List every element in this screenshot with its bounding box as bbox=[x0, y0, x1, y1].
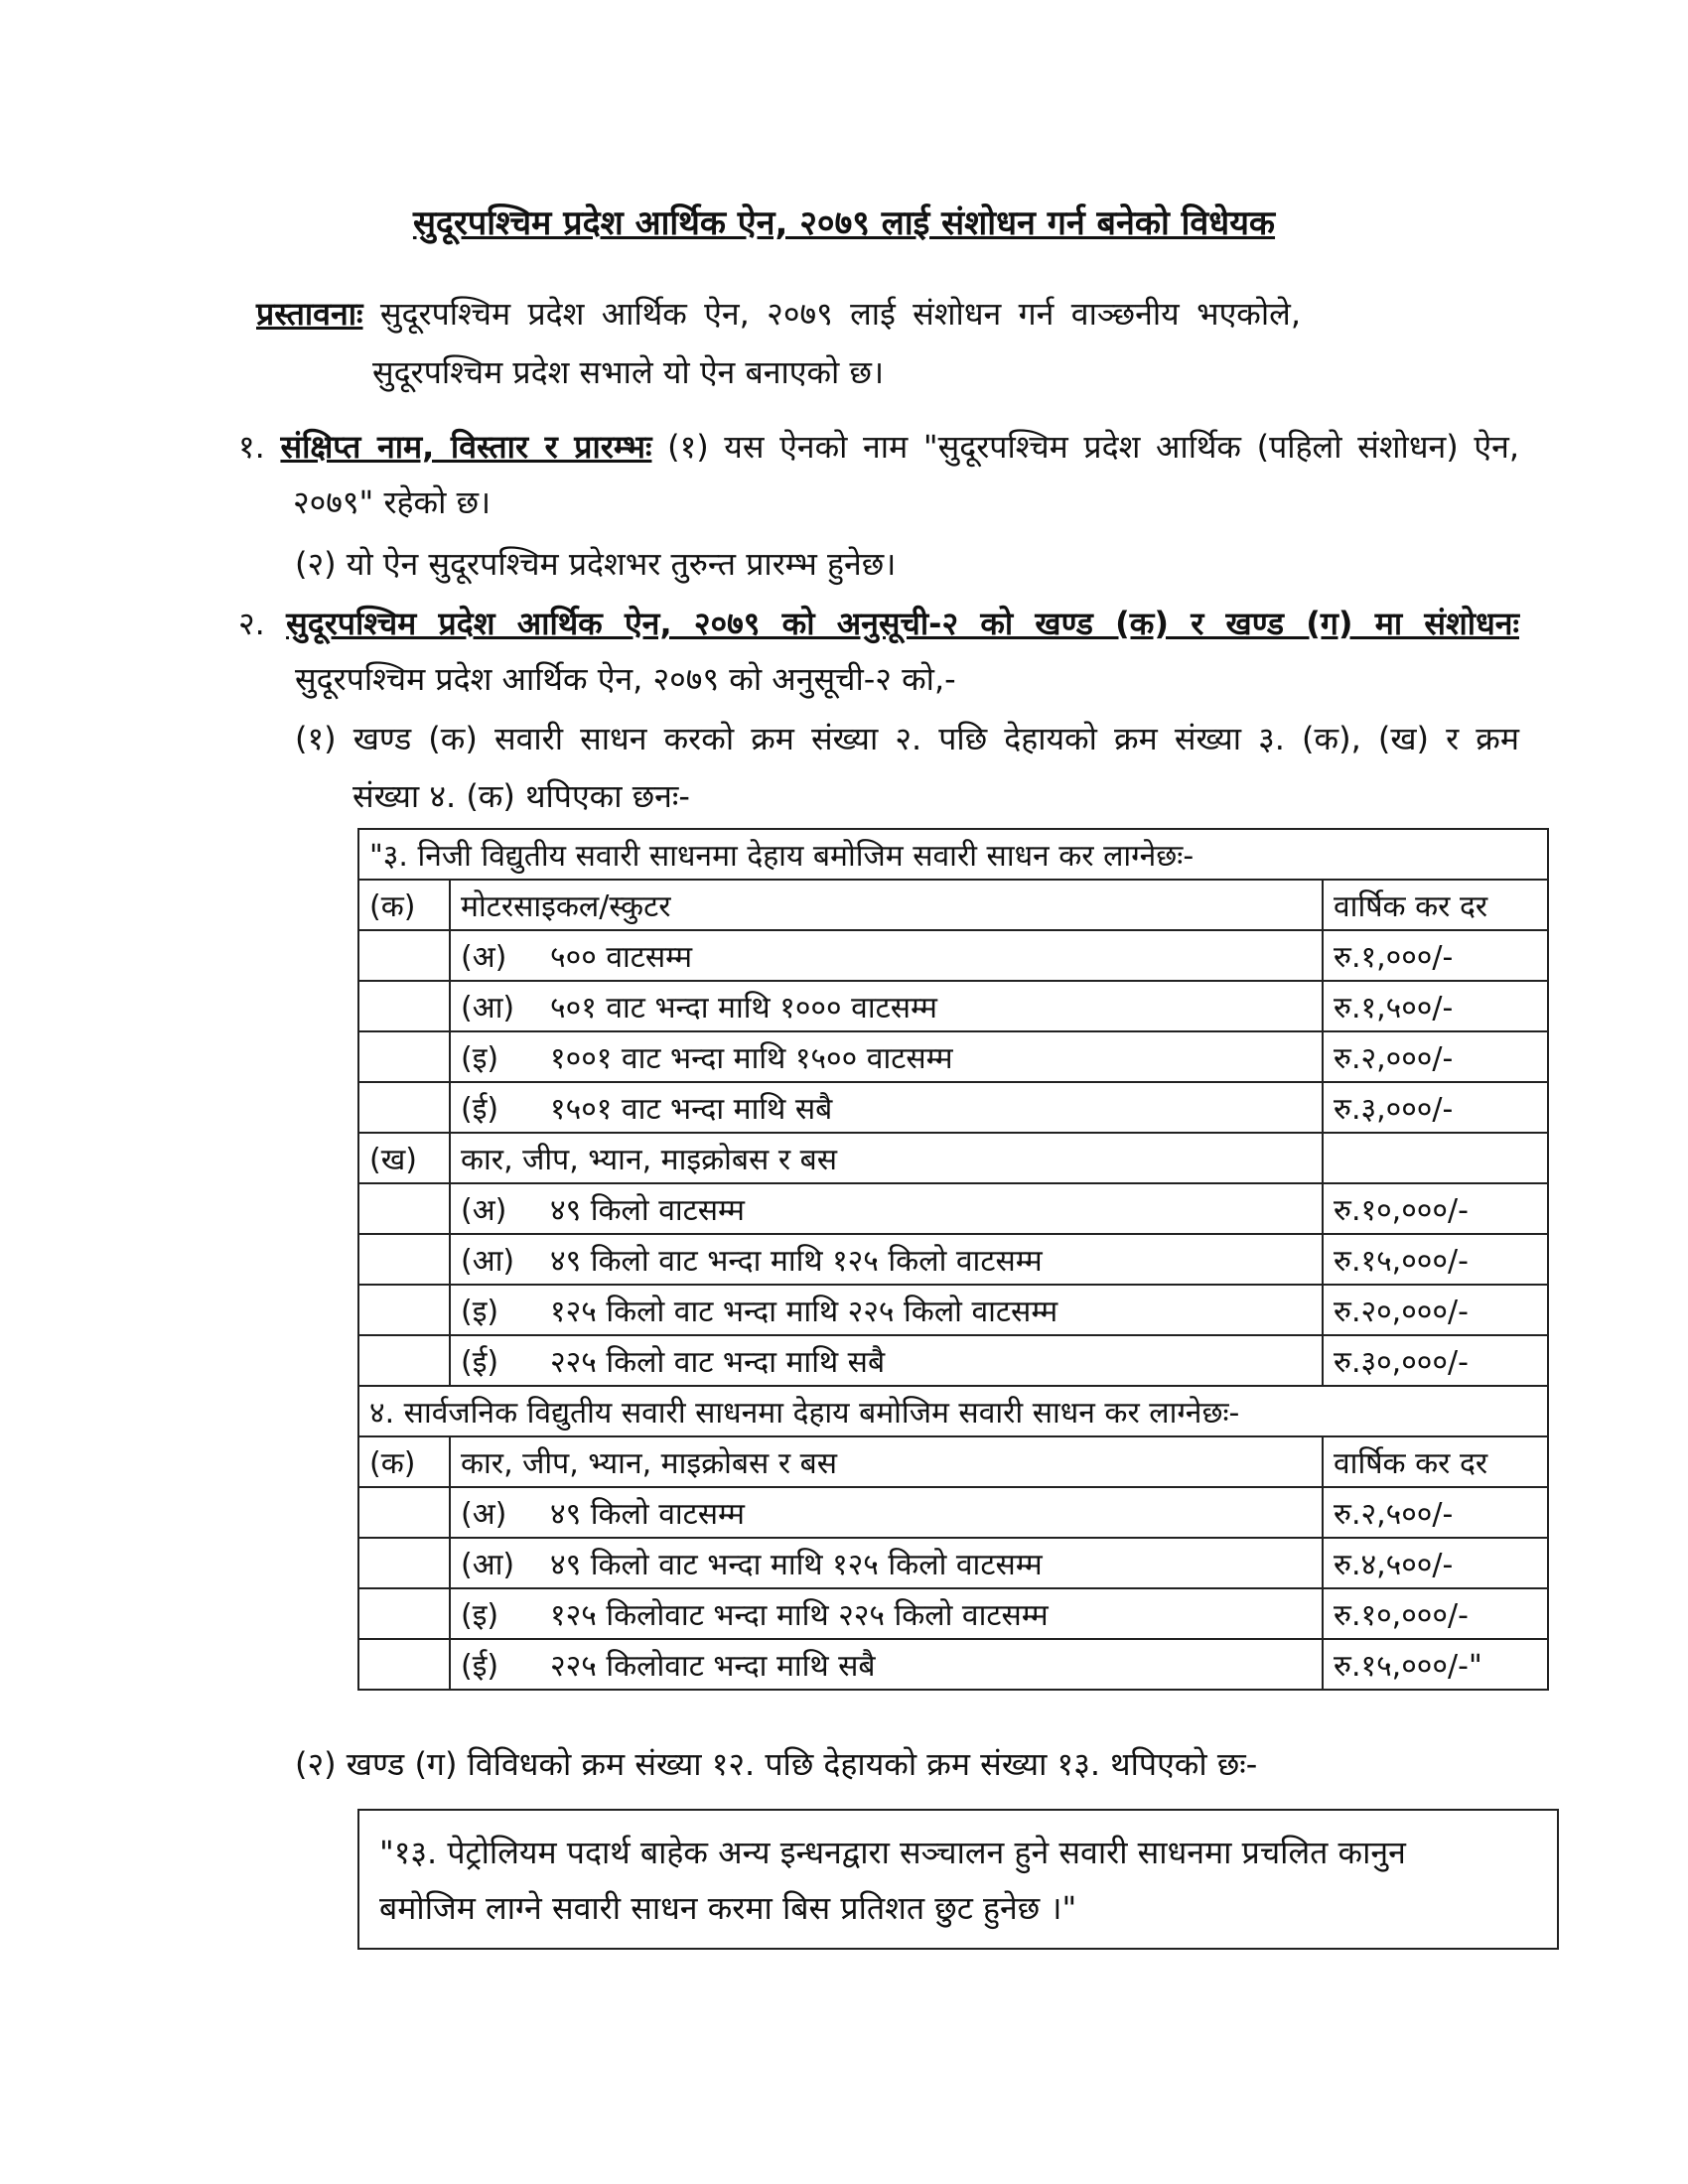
heading-public-ev: ४. सार्वजनिक विद्युतीय सवारी साधनमा देहाय बमोजिम सवारी साधन कर लाग्नेछः- bbox=[358, 1386, 1548, 1436]
row-rate: रु.२०,०००/- bbox=[1323, 1285, 1548, 1335]
vehicle-tax-rate-table bbox=[357, 828, 1549, 1691]
table-row bbox=[358, 1285, 1548, 1335]
table-row bbox=[358, 1234, 1548, 1285]
bill-title: सुदूरपश्चिम प्रदेश आर्थिक ऐन, २०७९ लाई संशोधन गर्न बनेको विधेयक bbox=[412, 204, 1276, 243]
row-description: (ई) २२५ किलोवाट भन्दा माथि सबै bbox=[450, 1639, 1323, 1690]
row-rate: रु.१०,०००/- bbox=[1323, 1588, 1548, 1639]
group-label: कार, जीप, भ्यान, माइक्रोबस र बस bbox=[450, 1436, 1323, 1487]
table-group-row bbox=[358, 1133, 1548, 1183]
table-group-row bbox=[358, 880, 1548, 930]
row-description: (आ) ५०१ वाट भन्दा माथि १००० वाटसम्म bbox=[450, 981, 1323, 1031]
row-rate: रु.१०,०००/- bbox=[1323, 1183, 1548, 1234]
clause-1-line-1: (१) खण्ड (क) सवारी साधन करको क्रम संख्या २. पछि देहायको क्रम संख्या ३. (क), (ख) र क्रम bbox=[295, 720, 1519, 757]
row-description: (अ) ४९ किलो वाटसम्म bbox=[450, 1487, 1323, 1538]
row-rate: रु.४,५००/- bbox=[1323, 1538, 1548, 1588]
row-rate: रु.२,०००/- bbox=[1323, 1031, 1548, 1082]
preamble-label: प्रस्तावनाः bbox=[256, 295, 363, 333]
table-heading-row bbox=[358, 829, 1548, 880]
group-code: (क) bbox=[358, 880, 450, 930]
heading-private-ev: "३. निजी विद्युतीय सवारी साधनमा देहाय बमोजिम सवारी साधन कर लाग्नेछः- bbox=[358, 829, 1548, 880]
table-row bbox=[358, 1639, 1548, 1690]
group-label: मोटरसाइकल/स्कुटर bbox=[450, 880, 1323, 930]
row-rate: रु.३,०००/- bbox=[1323, 1082, 1548, 1133]
section-2-heading: सुदूरपश्चिम प्रदेश आर्थिक ऐन, २०७९ को अनुसूची-२ को खण्ड (क) र खण्ड (ग) मा संशोधनः bbox=[286, 605, 1519, 642]
table-heading-row bbox=[358, 1386, 1548, 1436]
group-code: (ख) bbox=[358, 1133, 450, 1183]
table-row bbox=[358, 1335, 1548, 1386]
row-description: (अ) ५०० वाटसम्म bbox=[450, 930, 1323, 981]
amendment-box bbox=[357, 1809, 1559, 1950]
row-description: (ई) २२५ किलो वाट भन्दा माथि सबै bbox=[450, 1335, 1323, 1386]
section-1-heading: संक्षिप्त नाम, विस्तार र प्रारम्भः bbox=[280, 428, 652, 466]
section-1-line-2: २०७९" रहेको छ। bbox=[293, 483, 492, 521]
table-row bbox=[358, 981, 1548, 1031]
row-description: (ई) १५०१ वाट भन्दा माथि सबै bbox=[450, 1082, 1323, 1133]
rate-header: वार्षिक कर दर bbox=[1323, 880, 1548, 930]
table-row bbox=[358, 1183, 1548, 1234]
row-description: (आ) ४९ किलो वाट भन्दा माथि १२५ किलो वाटसम्म bbox=[450, 1538, 1323, 1588]
section-1-line-3: (२) यो ऐन सुदूरपश्चिम प्रदेशभर तुरुन्त प्रारम्भ हुनेछ। bbox=[295, 545, 897, 583]
section-2-number: २. bbox=[238, 605, 265, 642]
table-row bbox=[358, 1031, 1548, 1082]
section-2-line-2: सुदूरपश्चिम प्रदेश आर्थिक ऐन, २०७९ को अनुसूची-२ को,- bbox=[295, 660, 956, 698]
group-label: कार, जीप, भ्यान, माइक्रोबस र बस bbox=[450, 1133, 1323, 1183]
section-2-line-1 bbox=[238, 602, 1519, 645]
table-row bbox=[358, 1538, 1548, 1588]
row-description: (इ) १००१ वाट भन्दा माथि १५०० वाटसम्म bbox=[450, 1031, 1323, 1082]
table-row bbox=[358, 1588, 1548, 1639]
row-rate: रु.१,५००/- bbox=[1323, 981, 1548, 1031]
table-row bbox=[358, 1082, 1548, 1133]
preamble-line-2: सुदूरपश्चिम प्रदेश सभाले यो ऐन बनाएको छ। bbox=[372, 353, 885, 391]
row-description: (आ) ४९ किलो वाट भन्दा माथि १२५ किलो वाटसम्म bbox=[450, 1234, 1323, 1285]
group-code: (क) bbox=[358, 1436, 450, 1487]
row-rate: रु.३०,०००/- bbox=[1323, 1335, 1548, 1386]
section-1-number: १. bbox=[238, 428, 265, 466]
row-rate: रु.२,५००/- bbox=[1323, 1487, 1548, 1538]
rate-header: वार्षिक कर दर bbox=[1323, 1436, 1548, 1487]
section-1-text-1: (१) यस ऐनको नाम "सुदूरपश्चिम प्रदेश आर्थिक (पहिलो संशोधन) ऐन, bbox=[667, 428, 1520, 466]
clause-2-line: (२) खण्ड (ग) विविधको क्रम संख्या १२. पछि देहायको क्रम संख्या १३. थपिएको छः- bbox=[295, 1745, 1258, 1783]
preamble-text-1: सुदूरपश्चिम प्रदेश आर्थिक ऐन, २०७९ लाई संशोधन गर्न वाञ्छनीय भएकोले, bbox=[379, 295, 1302, 333]
preamble-line-1 bbox=[256, 292, 1301, 336]
table-group-row bbox=[358, 1436, 1548, 1487]
box-line-2: बमोजिम लाग्ने सवारी साधन करमा बिस प्रतिशत छुट हुनेछ ।" bbox=[379, 1889, 1077, 1927]
row-rate: रु.१,०००/- bbox=[1323, 930, 1548, 981]
clause-1-line-2: संख्या ४. (क) थपिएका छनः- bbox=[352, 777, 690, 815]
section-1-line-1 bbox=[238, 425, 1519, 469]
table-row bbox=[358, 1487, 1548, 1538]
row-description: (इ) १२५ किलो वाट भन्दा माथि २२५ किलो वाटसम्म bbox=[450, 1285, 1323, 1335]
row-rate: रु.१५,०००/- bbox=[1323, 1234, 1548, 1285]
box-line-1: "१३. पेट्रोलियम पदार्थ बाहेक अन्य इन्धनद्वारा सञ्चालन हुने सवारी साधनमा प्रचलित कानुन bbox=[379, 1834, 1406, 1871]
row-rate: रु.१५,०००/-" bbox=[1323, 1639, 1548, 1690]
row-description: (अ) ४९ किलो वाटसम्म bbox=[450, 1183, 1323, 1234]
row-description: (इ) १२५ किलोवाट भन्दा माथि २२५ किलो वाटसम्म bbox=[450, 1588, 1323, 1639]
table-row bbox=[358, 930, 1548, 981]
rate-header bbox=[1323, 1133, 1548, 1183]
